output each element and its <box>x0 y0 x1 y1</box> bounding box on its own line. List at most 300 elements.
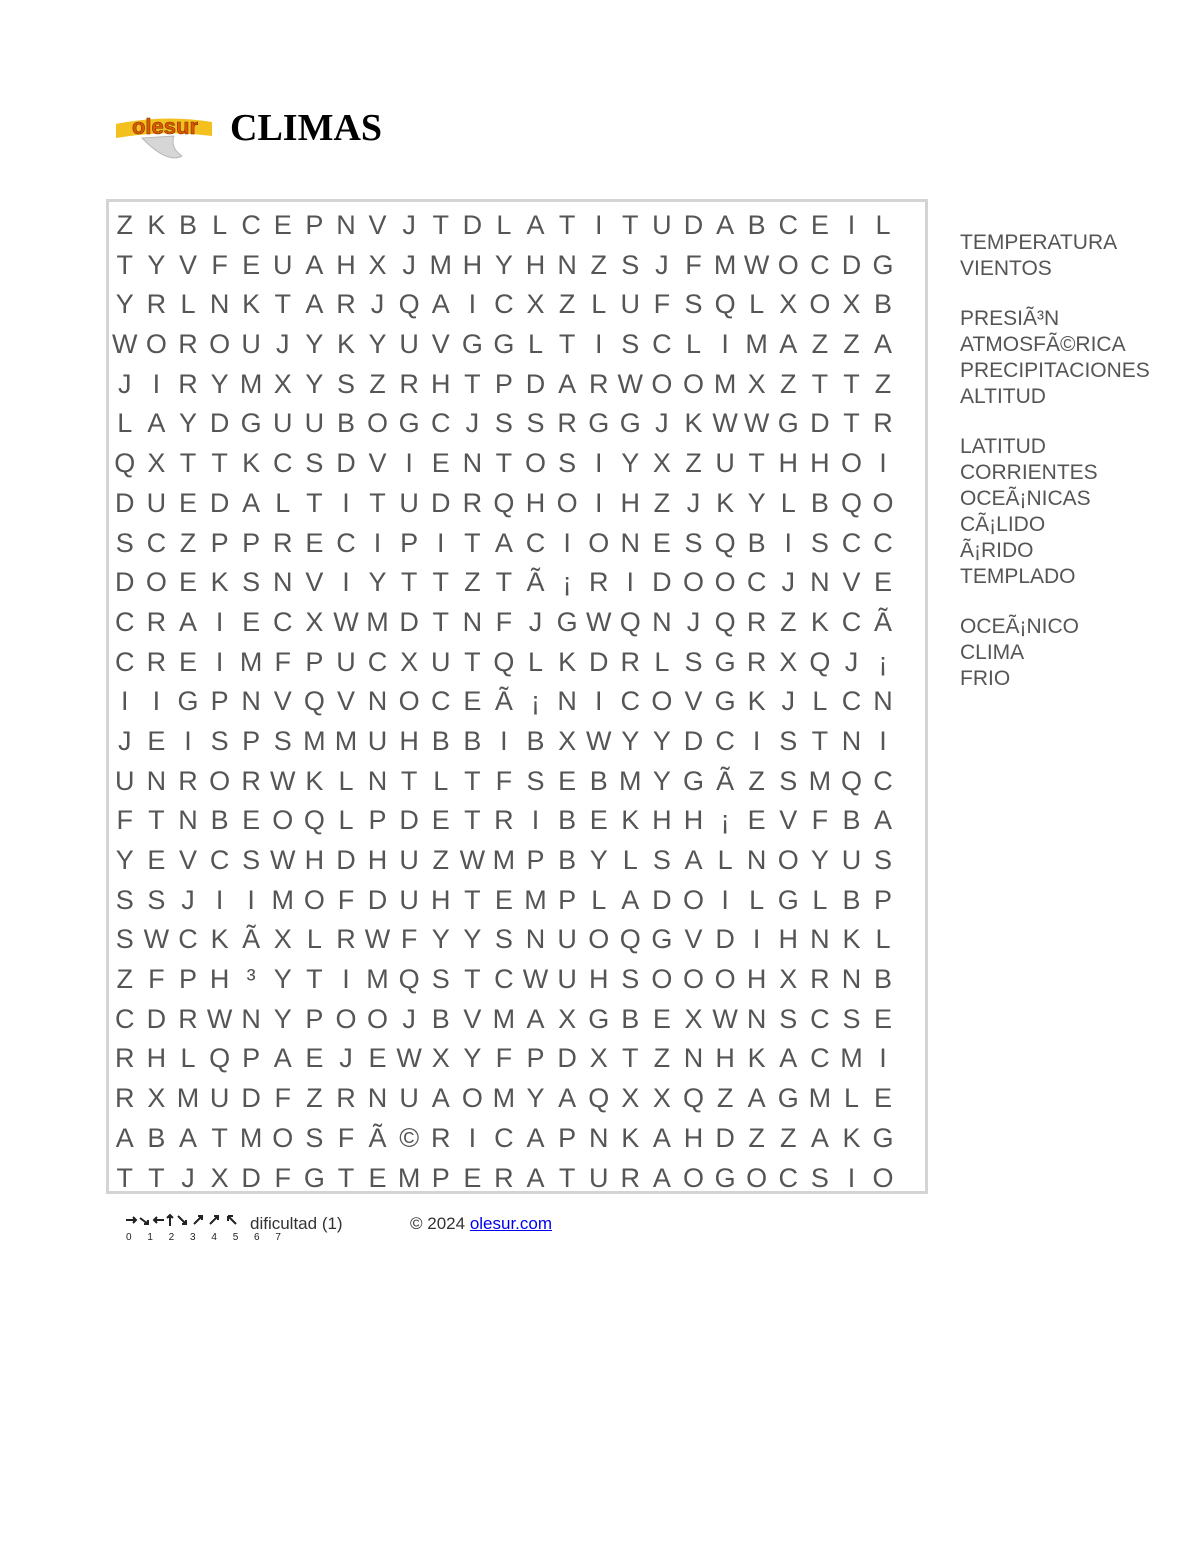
grid-cell: I <box>847 210 856 240</box>
grid-cell: J <box>781 567 796 598</box>
grid-cell: A <box>779 1043 798 1074</box>
grid-cell: Y <box>305 329 324 360</box>
grid-cell: A <box>494 527 513 558</box>
grid-cell: O <box>145 567 167 598</box>
grid-cell: O <box>682 884 704 915</box>
grid-cell: I <box>563 527 571 558</box>
grid-cell: I <box>879 1043 887 1074</box>
grid-cell: N <box>746 1003 767 1034</box>
grid-cell: F <box>495 606 513 637</box>
grid-cell: P <box>242 1043 261 1074</box>
grid-cell: S <box>305 448 324 479</box>
grid-cell: O <box>209 329 231 360</box>
grid-cell: S <box>115 924 134 955</box>
grid-cell: Y <box>273 964 292 995</box>
grid-cell: W <box>333 606 359 637</box>
grid-cell: N <box>683 1043 704 1074</box>
grid-cell: R <box>273 527 293 558</box>
grid-cell: T <box>811 725 829 756</box>
grid-cell: R <box>494 805 514 836</box>
grid-cell: C <box>873 527 893 558</box>
grid-cell: O <box>809 289 831 320</box>
grid-cell: A <box>747 1083 766 1114</box>
grid-cell: Z <box>780 368 797 399</box>
grid-cell: F <box>400 924 418 955</box>
grid-cell: V <box>178 249 197 280</box>
grid-cell: L <box>654 646 670 677</box>
grid-cell: J <box>781 686 796 717</box>
grid-cell: U <box>399 1083 419 1114</box>
word-group <box>960 306 1150 410</box>
grid-cell: T <box>464 368 481 399</box>
grid-cell: S <box>305 1122 324 1153</box>
grid-cell: Z <box>653 1043 671 1074</box>
grid-cell: A <box>621 884 640 915</box>
grid-cell: T <box>116 1162 134 1193</box>
grid-cell: B <box>147 1122 166 1153</box>
page-title: CLIMAS <box>230 107 383 149</box>
grid-cell: R <box>336 1083 356 1114</box>
grid-cell: W <box>617 368 644 399</box>
grid-cell: S <box>273 725 292 756</box>
grid-cell: L <box>306 924 322 955</box>
grid-cell: E <box>810 210 829 240</box>
grid-cell: E <box>147 845 166 875</box>
grid-cell: W <box>364 924 391 955</box>
grid-cell: H <box>588 964 609 995</box>
grid-cell: W <box>143 924 170 955</box>
grid-cell: O <box>525 448 547 479</box>
grid-cell: Z <box>716 1083 734 1114</box>
grid-cell: I <box>436 527 445 558</box>
grid-cell: D <box>241 1083 261 1114</box>
grid-cell: T <box>369 487 386 518</box>
grid-cell: D <box>715 1122 735 1153</box>
grid-cell: U <box>273 249 293 280</box>
grid-cell: G <box>619 408 641 439</box>
grid-cell: X <box>652 448 671 479</box>
grid-cell: Ã <box>526 567 545 598</box>
grid-cell: E <box>589 805 608 836</box>
grid-cell: H <box>209 964 230 995</box>
grid-cell: Z <box>558 289 576 320</box>
grid-cell: S <box>147 884 166 915</box>
grid-row <box>109 682 899 722</box>
grid-cell: S <box>684 646 703 677</box>
grid-cell: P <box>494 368 513 399</box>
grid-cell: O <box>335 1003 357 1034</box>
grid-cell: I <box>721 884 729 915</box>
grid-cell: H <box>367 845 388 875</box>
grid-cell: G <box>651 924 673 955</box>
grid-cell: X <box>526 289 545 320</box>
grid-cell: W <box>585 725 612 756</box>
grid-cell: D <box>715 924 735 955</box>
grid-cell: K <box>716 487 735 518</box>
grid-cell: A <box>526 210 545 240</box>
grid-cell: E <box>273 210 292 240</box>
grid-cell: M <box>271 884 295 915</box>
grid-cell: Q <box>714 606 736 637</box>
grid-cell: J <box>402 249 416 280</box>
grid-cell: S <box>431 964 450 995</box>
grid-cell: T <box>811 368 829 399</box>
grid-cell: X <box>558 725 577 756</box>
grid-cell: R <box>557 408 577 439</box>
grid-cell: A <box>526 1122 545 1153</box>
grid-cell: F <box>495 1043 513 1074</box>
grid-cell: X <box>558 1003 577 1034</box>
grid-cell: Q <box>588 1083 610 1114</box>
word-item: TEMPERATURA <box>960 231 1118 254</box>
grid-cell: O <box>556 487 578 518</box>
grid-cell: N <box>241 686 261 717</box>
grid-cell: Q <box>398 289 420 320</box>
grid-cell: T <box>622 1043 639 1074</box>
grid-cell: P <box>305 210 324 240</box>
grid-cell: C <box>525 527 546 558</box>
grid-cell: A <box>431 289 450 320</box>
grid-cell: U <box>273 408 293 439</box>
grid-cell: I <box>626 567 635 598</box>
grid-cell: A <box>526 1162 545 1193</box>
word-item: ATMOSFÃ©RICA <box>960 333 1126 356</box>
grid-cell: T <box>306 487 323 518</box>
grid-cell: O <box>714 964 736 995</box>
grid-cell: A <box>305 249 324 280</box>
grid-cell: Y <box>147 249 166 280</box>
grid-cell: N <box>367 1083 388 1114</box>
grid-cell: N <box>146 765 167 796</box>
olesur-link[interactable]: olesur.com <box>469 1214 553 1233</box>
grid-cell: I <box>594 448 603 479</box>
grid-cell: X <box>779 646 798 677</box>
grid-cell: Y <box>115 289 134 320</box>
word-item: FRIO <box>960 667 1011 690</box>
word-item: Ã¡RIDO <box>960 539 1034 562</box>
grid-cell: E <box>242 606 261 637</box>
word-item: CORRIENTES <box>960 461 1098 484</box>
grid-cell: O <box>682 1162 704 1193</box>
grid-cell: M <box>619 765 642 796</box>
grid-row <box>109 325 899 365</box>
grid-cell: W <box>743 408 770 439</box>
grid-cell: C <box>273 606 293 637</box>
grid-cell: H <box>430 884 451 915</box>
grid-cell: N <box>367 686 388 717</box>
grid-cell: I <box>500 725 508 756</box>
grid-cell: Q <box>209 1043 231 1074</box>
grid-cell: L <box>180 289 196 320</box>
grid-cell: M <box>366 964 389 995</box>
grid-cell: J <box>339 1043 353 1074</box>
grid-cell: R <box>336 924 356 955</box>
grid-row <box>109 404 899 444</box>
grid-cell: C <box>494 1122 514 1153</box>
grid-cell: Y <box>431 924 450 955</box>
grid-cell: G <box>240 408 262 439</box>
grid-cell: O <box>777 249 799 280</box>
word-list <box>960 230 1150 716</box>
grid-cell: B <box>336 408 355 439</box>
grid-cell: D <box>241 1162 261 1193</box>
grid-cell: U <box>146 487 167 518</box>
grid-cell: D <box>209 487 230 518</box>
grid-cell: O <box>145 329 167 360</box>
grid-cell: Ã <box>368 1122 387 1153</box>
grid-row <box>109 801 899 841</box>
grid-cell: P <box>526 1043 545 1074</box>
grid-cell: H <box>399 725 419 756</box>
grid-cell: Ã <box>716 765 735 796</box>
grid-cell: S <box>652 845 671 875</box>
grid-cell: T <box>400 765 418 796</box>
grid-cell: B <box>842 805 861 836</box>
grid-cell: O <box>367 408 389 439</box>
grid-cell: R <box>146 646 167 677</box>
grid-cell: K <box>305 765 324 796</box>
grid-cell: T <box>464 884 481 915</box>
grid-cell: U <box>620 289 641 320</box>
grid-cell: V <box>305 567 324 598</box>
grid-cell: U <box>399 487 419 518</box>
grid-cell: N <box>588 1122 609 1153</box>
word-item: CLIMA <box>960 641 1025 664</box>
grid-cell: H <box>525 249 546 280</box>
logo-text: olesur <box>131 114 199 139</box>
grid-cell: I <box>152 686 161 717</box>
grid-cell: M <box>397 1162 421 1193</box>
grid-cell: B <box>558 845 577 875</box>
grid-cell: Z <box>590 249 607 280</box>
grid-cell: Z <box>464 567 481 598</box>
grid-cell: K <box>621 1122 640 1153</box>
grid-cell: M <box>366 606 389 637</box>
copyright-text: © 2024 <box>410 1214 466 1233</box>
word-item: ALTITUD <box>960 385 1046 408</box>
grid-cell: I <box>594 686 603 717</box>
copyright <box>410 1214 552 1234</box>
grid-cell: J <box>370 289 385 320</box>
grid-cell: R <box>146 606 167 637</box>
grid-cell: I <box>721 329 729 360</box>
grid-row <box>109 285 899 325</box>
grid-cell: R <box>746 646 767 677</box>
grid-cell: T <box>432 606 449 637</box>
grid-cell: V <box>779 805 798 836</box>
grid-cell: J <box>528 606 543 637</box>
grid-cell: T <box>558 329 576 360</box>
grid-cell: J <box>655 408 669 439</box>
grid-cell: K <box>336 329 355 360</box>
grid-cell: I <box>215 646 224 677</box>
grid-cell: L <box>749 884 765 915</box>
grid-cell: Z <box>116 964 134 995</box>
grid-cell: E <box>305 527 324 558</box>
grid-cell: Y <box>305 368 324 399</box>
grid-cell: U <box>841 845 862 875</box>
grid-cell: U <box>652 210 672 240</box>
grid-cell: H <box>462 249 483 280</box>
grid-cell: R <box>178 329 198 360</box>
grid-cell: Q <box>493 646 515 677</box>
grid-row <box>109 841 899 881</box>
grid-cell: R <box>873 408 893 439</box>
grid-cell: M <box>808 1083 832 1114</box>
grid-cell: L <box>717 845 733 875</box>
grid-cell: Y <box>652 725 671 756</box>
grid-row <box>109 563 899 603</box>
grid-cell: O <box>840 448 862 479</box>
grid-cell: K <box>747 686 766 717</box>
grid-cell: S <box>115 884 134 915</box>
grid-cell: P <box>210 686 229 717</box>
grid-cell: F <box>211 249 228 280</box>
grid-cell: B <box>874 289 893 320</box>
grid-cell: X <box>273 924 292 955</box>
word-group <box>960 434 1098 590</box>
grid-cell: N <box>462 448 483 479</box>
grid-cell: E <box>431 805 450 836</box>
grid-cell: Q <box>303 686 325 717</box>
grid-cell: V <box>684 924 703 955</box>
grid-cell: T <box>432 210 449 240</box>
grid-cell: G <box>872 1122 894 1153</box>
grid-cell: E <box>874 1083 893 1114</box>
grid-cell: N <box>810 567 830 598</box>
grid-cell: I <box>468 289 477 320</box>
grid-cell: Q <box>714 527 736 558</box>
grid-cell: P <box>305 1003 324 1034</box>
grid-cell: V <box>431 329 450 360</box>
grid-cell: B <box>874 964 893 995</box>
grid-cell: T <box>558 1162 576 1193</box>
grid-cell: Y <box>368 567 387 598</box>
grid-cell: Q <box>840 765 862 796</box>
grid-cell: T <box>464 765 481 796</box>
grid-cell: C <box>778 210 799 240</box>
grid-cell: L <box>812 884 828 915</box>
grid-cell: B <box>526 725 545 756</box>
grid-cell: D <box>652 884 672 915</box>
grid-row <box>109 643 899 683</box>
grid-cell: I <box>468 1122 477 1153</box>
grid-cell: T <box>148 805 165 836</box>
grid-cell: S <box>779 725 798 756</box>
grid-cell: J <box>465 408 480 439</box>
grid-cell: O <box>588 924 610 955</box>
grid-cell: F <box>653 289 671 320</box>
grid-cell: K <box>210 567 229 598</box>
grid-cell: V <box>684 686 703 717</box>
grid-cell: B <box>747 527 766 558</box>
grid-cell: P <box>431 1162 450 1193</box>
grid-cell: V <box>842 567 861 598</box>
grid-cell: W <box>585 606 612 637</box>
grid-cell: K <box>242 289 261 320</box>
grid-cell: Z <box>685 448 702 479</box>
grid-cell: A <box>684 845 703 875</box>
grid-cell: L <box>622 845 638 875</box>
grid-cell: T <box>843 368 860 399</box>
grid-cell: U <box>399 845 419 875</box>
grid-cell: D <box>841 249 862 280</box>
grid-cell: Z <box>432 845 449 875</box>
grid-cell: R <box>588 567 609 598</box>
grid-cell: M <box>713 249 737 280</box>
grid-cell: Q <box>619 606 641 637</box>
grid-cell: T <box>306 964 323 995</box>
grid-cell: M <box>808 765 832 796</box>
grid-cell: R <box>588 368 609 399</box>
grid-cell: K <box>210 924 229 955</box>
grid-cell: Z <box>780 606 797 637</box>
grid-cell: U <box>588 1162 609 1193</box>
grid-cell: K <box>621 805 640 836</box>
grid-cell: Y <box>526 1083 545 1114</box>
grid-cell: S <box>210 725 229 756</box>
grid-cell: E <box>463 1162 482 1193</box>
grid-cell: X <box>368 249 387 280</box>
grid-cell: I <box>847 1162 856 1193</box>
grid-cell: Z <box>369 368 386 399</box>
grid-cell: Z <box>748 765 765 796</box>
grid-cell: M <box>492 1083 516 1114</box>
grid-cell: Y <box>115 845 134 875</box>
grid-cell: T <box>622 210 639 240</box>
grid-cell: O <box>872 487 894 518</box>
grid-cell: A <box>115 1122 134 1153</box>
grid-cell: Q <box>840 487 862 518</box>
grid-cell: D <box>525 368 546 399</box>
grid-cell: S <box>558 448 577 479</box>
grid-cell: X <box>210 1162 229 1193</box>
grid-cell: X <box>842 289 861 320</box>
grid-cell: S <box>242 845 261 875</box>
grid-cell: M <box>239 1122 263 1153</box>
word-item: LATITUD <box>960 435 1046 458</box>
grid-cell: H <box>778 924 799 955</box>
grid-cell: T <box>495 448 513 479</box>
grid-cell: J <box>118 368 132 399</box>
grid-cell: X <box>652 1083 671 1114</box>
grid-cell: W <box>743 249 770 280</box>
grid-cell: F <box>116 805 134 836</box>
grid-cell: C <box>652 329 672 360</box>
grid-cell: Y <box>810 845 829 875</box>
grid-cell: N <box>841 964 862 995</box>
grid-cell: D <box>683 210 704 240</box>
grid-cell: R <box>336 289 356 320</box>
grid-cell: C <box>810 1003 830 1034</box>
grid-cell: Ã <box>874 606 893 637</box>
grid-cell: X <box>589 1043 608 1074</box>
grid-row <box>109 881 899 921</box>
grid-cell: A <box>716 210 735 240</box>
grid-cell: R <box>810 964 830 995</box>
grid-cell: B <box>463 725 482 756</box>
grid-cell: C <box>494 964 514 995</box>
grid-cell: W <box>206 1003 233 1034</box>
grid-cell: Y <box>652 765 671 796</box>
grid-cell: C <box>494 289 514 320</box>
grid-cell: W <box>459 845 486 875</box>
grid-cell: I <box>594 487 603 518</box>
grid-cell: O <box>682 368 704 399</box>
grid-cell: I <box>752 924 761 955</box>
grid-cell: N <box>810 924 830 955</box>
grid-cell: E <box>652 1003 671 1034</box>
